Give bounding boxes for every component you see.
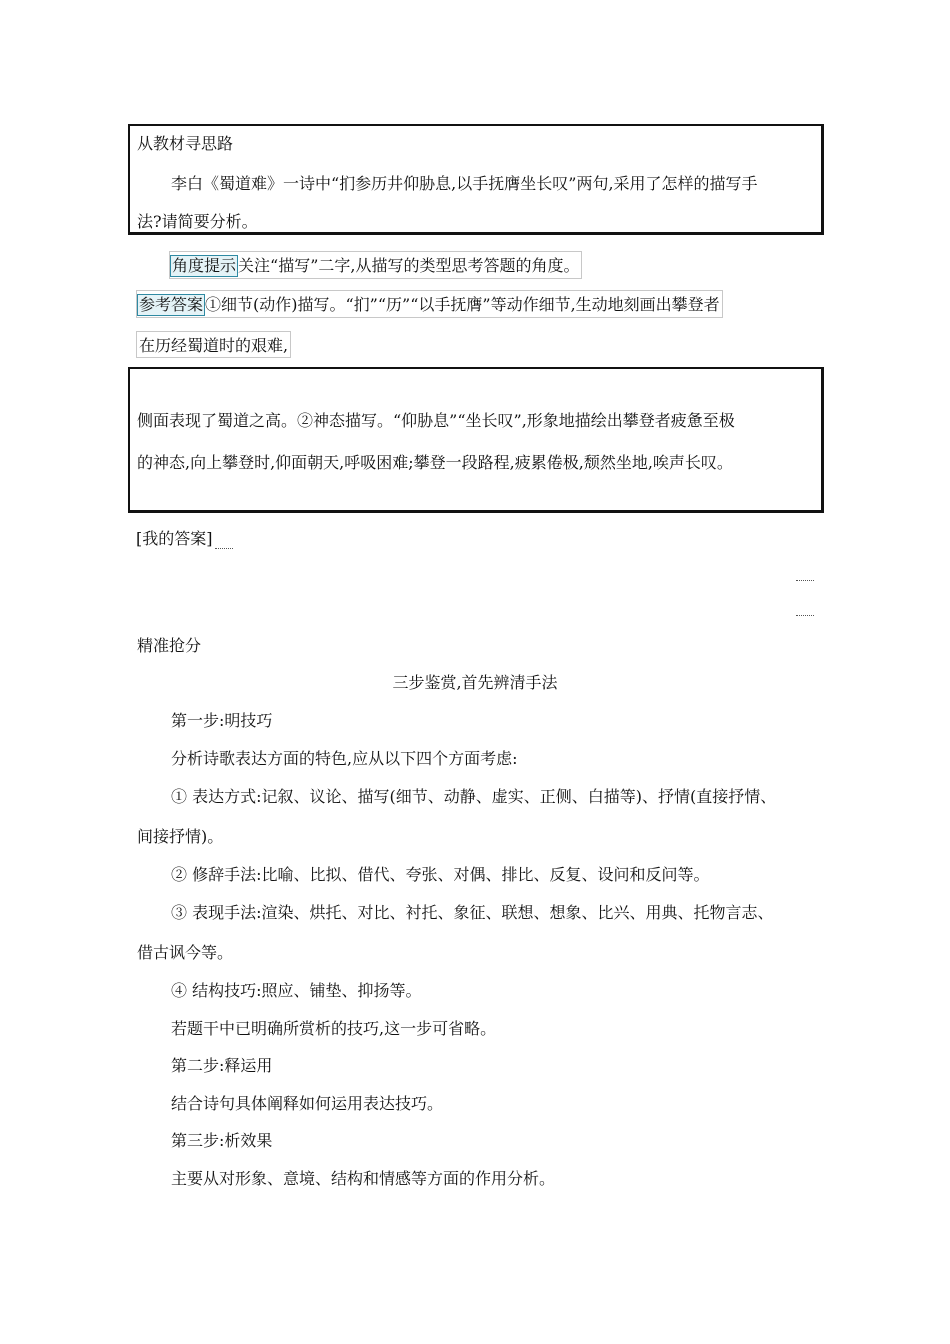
reference-line-3: 侧面表现了蜀道之高。②神态描写。“仰胁息”“坐长叹”,形象地描绘出攀登者疲惫至极 [137, 411, 735, 430]
reference-line-2: 在历经蜀道时的艰难, [136, 331, 291, 358]
step3-title: 第三步:析效果 [171, 1131, 273, 1150]
reference-line-4: 的神态,向上攀登时,仰面朝天,呼吸困难;攀登一段路程,疲累倦极,颓然坐地,唉声长叹。 [137, 453, 733, 472]
reference-continued-box [128, 367, 824, 513]
hint-tag: 角度提示 [172, 256, 237, 275]
question-line-2: 法?请简要分析。 [137, 212, 258, 231]
item-2: ② 修辞手法:比喻、比拟、借代、夸张、对偶、排比、反复、设问和反问等。 [171, 865, 710, 884]
answer-blank-line-2[interactable] [796, 580, 814, 581]
item-4: ④ 结构技巧:照应、铺垫、抑扬等。 [171, 981, 422, 1000]
textbook-heading: 从教材寻思路 [137, 134, 234, 153]
skip-note: 若题干中已明确所赏析的技巧,这一步可省略。 [171, 1019, 497, 1038]
item-3-line-1: ③ 表现手法:渲染、烘托、对比、衬托、象征、联想、想象、比兴、用典、托物言志、 [171, 903, 774, 922]
step1-intro: 分析诗歌表达方面的特色,应从以下四个方面考虑: [171, 749, 518, 768]
reference-tag: 参考答案 [139, 295, 204, 314]
step1-title: 第一步:明技巧 [171, 711, 273, 730]
scoring-subtitle: 三步鉴赏,首先辨清手法 [392, 673, 558, 692]
step3-text: 主要从对形象、意境、结构和情感等方面的作用分析。 [171, 1169, 556, 1188]
scoring-heading: 精准抢分 [137, 636, 202, 655]
my-answer-blank[interactable] [215, 547, 233, 549]
my-answer-label-row [136, 526, 233, 549]
reference-line-1 [136, 290, 723, 318]
item-3-line-2: 借古讽今等。 [137, 943, 234, 962]
step2-text: 结合诗句具体阐释如何运用表达技巧。 [171, 1094, 444, 1113]
reference-line-1-text: ①细节(动作)描写。“扪”“历”“以手抚膺”等动作细节,生动地刻画出攀登者 [205, 295, 720, 314]
item-1-line-1: ① 表达方式:记叙、议论、描写(细节、动静、虚实、正侧、白描等)、抒情(直接抒情、 [171, 787, 777, 806]
answer-blank-line-3[interactable] [796, 615, 814, 616]
item-1-line-2: 间接抒情)。 [137, 827, 224, 846]
my-answer-label: [我的答案] [136, 529, 213, 548]
step2-title: 第二步:释运用 [171, 1056, 273, 1075]
hint-text: 关注“描写”二字,从描写的类型思考答题的角度。 [238, 256, 580, 275]
question-line-1: 李白《蜀道难》一诗中“扪参历井仰胁息,以手抚膺坐长叹”两句,采用了怎样的描写手 [171, 174, 758, 193]
hint-line [169, 251, 582, 279]
